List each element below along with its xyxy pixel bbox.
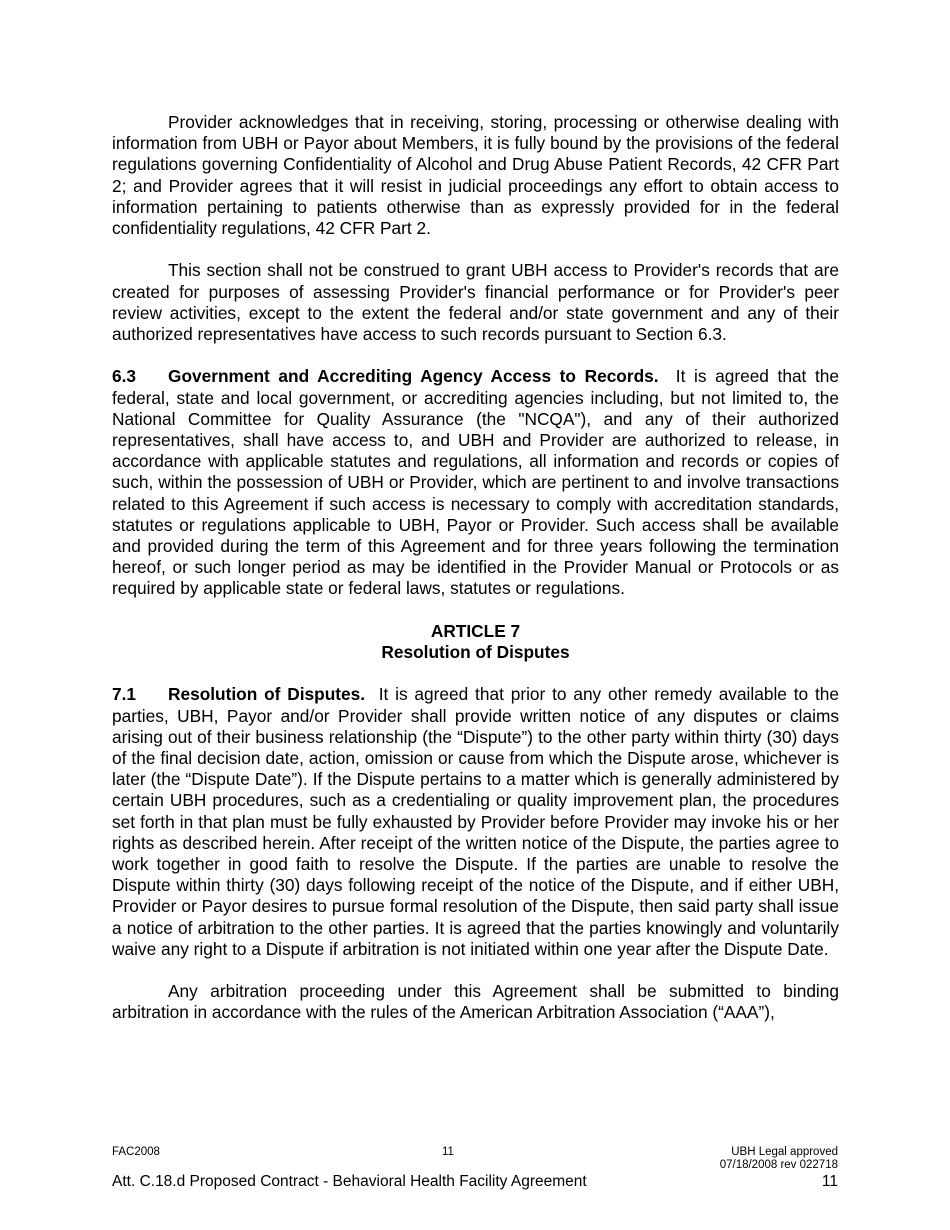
paragraph-arbitration: Any arbitration proceeding under this Agreement shall be submitted to binding arbitration in accordance with the rules of the American Arbitration Association (“AAA”), — [112, 981, 839, 1023]
section-heading: Government and Accrediting Agency Access to Records. — [168, 366, 659, 387]
article-number: ARTICLE 7 — [430, 620, 521, 641]
section-heading: Resolution of Disputes. — [168, 684, 366, 705]
section-text: It is agreed that prior to any other remedy available to the parties, UBH, Payor and/or Provider shall provide written notice of any disputes or claims arising out of their business relationship (the “Dispute”) to the other party within thirty (30) days of the final decision date, action, omission or cause from which the Dispute arose, whichever is later (the “Dispute Date”). If the Dispute pertains to a matter which is generally administered by certain UBH procedures, such as a credentialing or quality improvement plan, the procedures set forth in that plan must be fully exhausted by Provider before Provider may invoke his or her rights as described herein. After receipt of the written notice of the Dispute, the parties agree to work together in good faith to resolve the Dispute. If the parties are unable to resolve the Dispute within thirty (30) days following receipt of the notice of the Dispute, and if either UBH, Provider or Payor desires to pursue formal resolution of the Dispute, then said party shall issue a notice of arbitration to the other parties. It is agreed that the parties knowingly and voluntarily waive any right to a Dispute if arbitration is not initiated within one year after the Dispute Date. — [112, 684, 839, 959]
section-number: 6.3 — [112, 366, 137, 387]
footer-attachment-page: 11 — [821, 1173, 838, 1190]
paragraph-access-limitation: This section shall not be construed to grant UBH access to Provider's records that are created for purposes of assessing Provider's financial performance or for Provider's peer review activities, except to the extent the federal and/or state government and any of their authorized representatives have access to such records pursuant to Section 6.3. — [112, 260, 839, 345]
footer-approval — [720, 1146, 838, 1172]
section-6-3 — [112, 366, 839, 599]
article-heading — [112, 621, 839, 663]
section-7-1 — [112, 684, 839, 960]
footer-attachment — [112, 1173, 838, 1191]
paragraph-confidentiality: Provider acknowledges that in receiving, storing, processing or otherwise dealing with information from UBH or Payor about Members, it is fully bound by the provisions of the federal regulations governing Confidentiality of Alcohol and Drug Abuse Patient Records, 42 CFR Part 2; and Provider agrees that it will resist in judicial proceedings any effort to obtain access to information pertaining to patients otherwise than as expressly provided for in the federal confidentiality regulations, 42 CFR Part 2. — [112, 112, 839, 239]
footer-approval-line1: UBH Legal approved — [731, 1146, 838, 1158]
footer-approval-line2: 07/18/2008 rev 022718 — [719, 1159, 838, 1171]
section-number: 7.1 — [112, 684, 137, 705]
document-body — [112, 112, 839, 1045]
section-text: It is agreed that the federal, state and local government, or accrediting agencies including, but not limited to, the National Committee for Quality Assurance (the "NCQA"), and any of their authorized representatives, shall have access to, and UBH and Provider are authorized to release, in accordance with applicable statutes and regulations, all information and records or copies of such, within the possession of UBH or Provider, which are pertinent to and involve transactions related to this Agreement if such access is necessary to comply with accreditation standards, statutes or regulations applicable to UBH, Payor or Provider. Such access shall be available and provided during the term of this Agreement and for three years following the termination hereof, or such longer period as may be identified in the Provider Manual or Protocols or as required by applicable state or federal laws, statutes or regulations. — [112, 366, 839, 599]
footer-form-code: FAC2008 — [112, 1146, 160, 1158]
footer-attachment-title: Att. C.18.d Proposed Contract - Behavioral Health Facility Agreement — [112, 1173, 587, 1190]
article-title: Resolution of Disputes — [381, 642, 570, 663]
footer-page-number: 11 — [442, 1146, 454, 1158]
